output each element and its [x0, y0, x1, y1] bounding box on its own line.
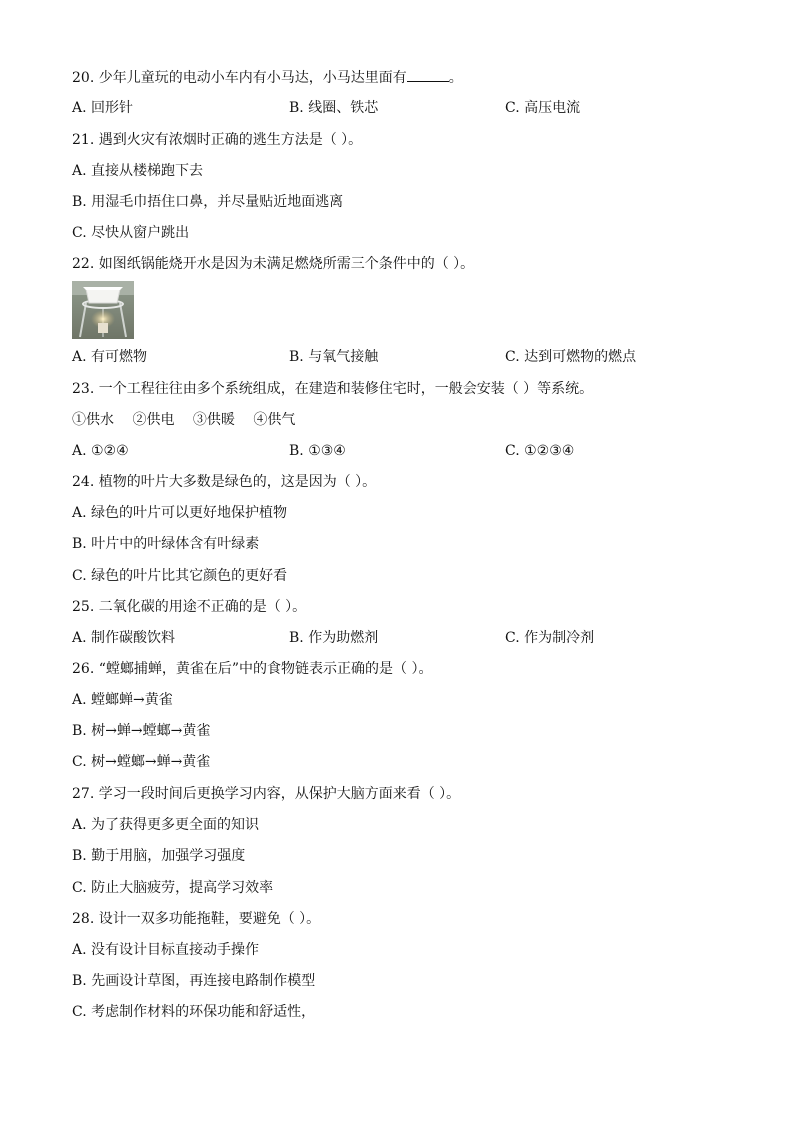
question-22-option-c: C. 达到可燃物的燃点: [505, 349, 637, 365]
question-24-option-c: C. 绿色的叶片比其它颜色的更好看: [72, 568, 288, 584]
question-22-stem: 22. 如图纸锅能烧开水是因为未满足燃烧所需三个条件中的（ ）。: [72, 256, 475, 272]
question-21-option-a: A. 直接从楼梯跑下去: [72, 163, 204, 179]
question-20-option-b: B. 线圈、铁芯: [289, 100, 379, 116]
question-25-stem: 25. 二氧化碳的用途不正确的是（ ）。: [72, 599, 307, 615]
question-22-option-b: B. 与氧气接触: [289, 349, 379, 365]
question-28-option-b: B. 先画设计草图，再连接电路制作模型: [72, 973, 316, 989]
system-item: ①供水: [72, 412, 114, 428]
question-24-stem: 24. 植物的叶片大多数是绿色的，这是因为（ ）。: [72, 474, 377, 490]
question-21-option-b: B. 用湿毛巾捂住口鼻，并尽量贴近地面逃离: [72, 194, 344, 210]
question-28-option-a: A. 没有设计目标直接动手操作: [72, 942, 260, 958]
question-27-option-c: C. 防止大脑疲劳，提高学习效率: [72, 880, 274, 896]
question-27-option-b: B. 勤于用脑，加强学习强度: [72, 848, 246, 864]
question-26-option-a: A. 螳螂蝉→黄雀: [72, 692, 173, 708]
question-21-stem: 21. 遇到火灾有浓烟时正确的逃生方法是（ ）。: [72, 132, 363, 148]
question-27-stem: 27. 学习一段时间后更换学习内容，从保护大脑方面来看（ ）。: [72, 786, 461, 802]
question-23-systems-list: [72, 410, 309, 430]
question-23-option-c: C. ①②③④: [505, 443, 575, 459]
question-20-text: 20. 少年儿童玩的电动小车内有小马达，小马达里面有: [72, 70, 407, 86]
question-27-option-a: A. 为了获得更多更全面的知识: [72, 817, 260, 833]
fill-blank: [407, 67, 449, 82]
question-26-option-b: B. 树→蝉→螳螂→黄雀: [72, 723, 211, 739]
question-23-option-b: B. ①③④: [289, 443, 346, 459]
question-20-option-c: C. 高压电流: [505, 100, 581, 116]
system-item: ②供电: [132, 412, 175, 428]
question-23-stem: 23. 一个工程往往由多个系统组成，在建造和装修住宅时，一般会安装（ ）等系统。: [72, 381, 594, 397]
system-item: ③供暖: [192, 412, 235, 428]
question-26-stem: 26. “螳螂捕蝉，黄雀在后”中的食物链表示正确的是（ ）。: [72, 661, 433, 677]
system-item: ④供气: [253, 412, 296, 428]
question-20-stem: [72, 67, 463, 87]
question-21-option-c: C. 尽快从窗户跳出: [72, 225, 190, 241]
question-25-option-b: B. 作为助燃剂: [289, 630, 379, 646]
question-20-option-a: A. 回形针: [72, 100, 134, 116]
question-20-text-end: 。: [448, 70, 463, 86]
question-22-option-a: A. 有可燃物: [72, 349, 148, 365]
question-25-option-a: A. 制作碳酸饮料: [72, 630, 176, 646]
question-26-option-c: C. 树→螳螂→蝉→黄雀: [72, 754, 211, 770]
paper-pot-boiling-photo: [72, 281, 134, 339]
question-25-option-c: C. 作为制冷剂: [505, 630, 595, 646]
question-24-option-a: A. 绿色的叶片可以更好地保护植物: [72, 505, 288, 521]
question-28-option-c: C. 考虑制作材料的环保功能和舒适性，: [72, 1004, 316, 1020]
question-28-stem: 28. 设计一双多功能拖鞋，要避免（ ）。: [72, 911, 321, 927]
question-24-option-b: B. 叶片中的叶绿体含有叶绿素: [72, 536, 260, 552]
question-23-option-a: A. ①②④: [72, 443, 129, 459]
